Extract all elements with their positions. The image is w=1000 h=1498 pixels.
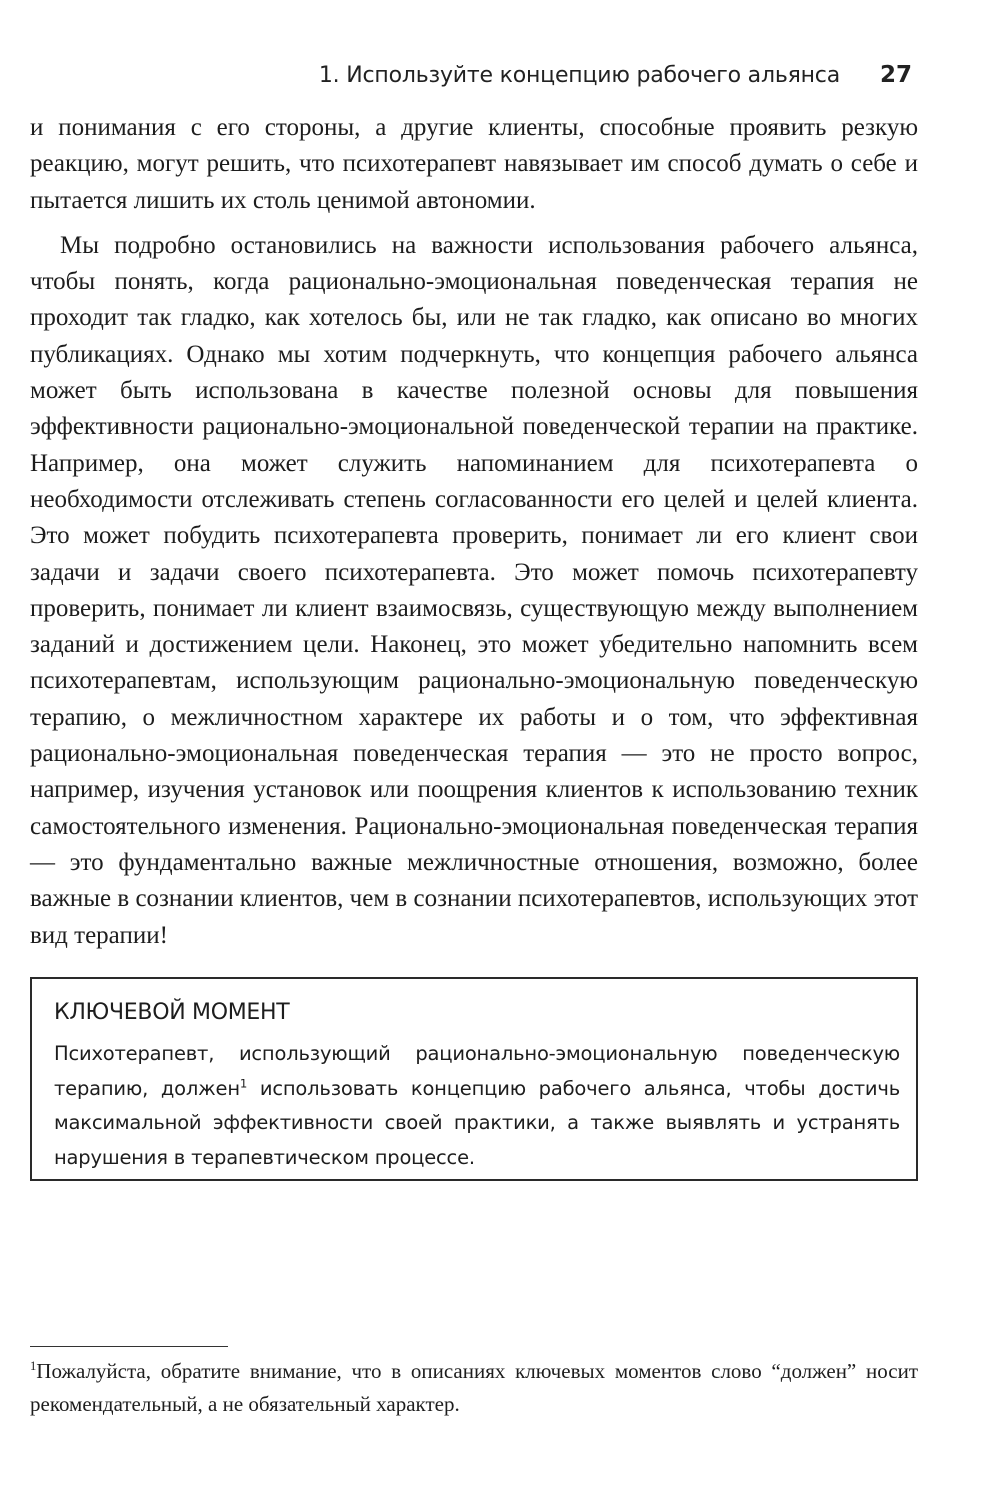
key-point-box [30,977,918,1181]
key-point-text-start: Психотерапевт, использующий рационально-эмоциональную поведенческую терапию, должен [54,1042,900,1100]
main-text [30,110,918,954]
running-head [0,58,912,93]
footnote-divider [30,1346,228,1347]
footnote-number: 1 [30,1359,37,1373]
footnote-body: Пожалуйста, обратите внимание, что в описаниях ключевых моментов слово “должен” носит рекомендательный, а не обязательный характер. [30,1359,918,1416]
key-point-title: КЛЮЧЕВОЙ МОМЕНТ [54,1000,290,1025]
page-number: 27 [879,62,912,88]
chapter-title: 1. Используйте концепцию рабочего альянса [318,63,840,88]
paragraph-working-alliance: Мы подробно остановились на важности использования рабочего альянса, чтобы понять, когда рационально-эмоциональная поведенческая терапия не проходит так гладко, как хотелось бы, или не так гладко, как описано во многих публикациях. Однако мы хотим подчеркнуть, что концепция рабочего альянса может быть использована в качестве полезной основы для повышения эффективности рационально-эмоциональной поведенческой терапии на практике. Например, она может служить напоминанием для психотерапевта о необходимости отслеживать степень согласованности его целей и целей клиента. Это может побудить психотерапевта проверить, понимает ли его клиент свои задачи и задачи своего психотерапевта. Это может помочь психотерапевту проверить, понимает ли клиент взаимосвязь, существующую между выполнением заданий и достижением цели. Наконец, это может убедительно напомнить всем психотерапевтам, использующим рационально-эмоциональную поведенческую терапию, о межличностном характере их работы и о том, что эффективная рационально-эмоциональная поведенческая терапия — это не просто вопрос, например, изучения установок или поощрения клиентов к использованию техник самостоятельного изменения. Рационально-эмоциональная поведенческая терапия — это фундаментально важные межличностные отношения, возможно, более важные в сознании клиентов, чем в сознании психотерапевтов, использующих этот вид терапии! [30,231,918,949]
key-point-footnote-mark: 1 [239,1076,248,1090]
paragraph-continuation: и понимания с его стороны, а другие клиенты, способные проявить резкую реакцию, могут решить, что психотерапевт навязывает им способ думать о себе и пытается лишить их столь ценимой автономии. [30,114,918,214]
footnote-text [30,1355,918,1421]
footnote [30,1355,918,1421]
key-point-text-end: использовать концепцию рабочего альянса, чтобы достичь максимальной эффективности своей практики, а также выявлять и устранять нарушения в терапевтическом процессе. [54,1076,901,1169]
key-point-text [54,1037,900,1175]
